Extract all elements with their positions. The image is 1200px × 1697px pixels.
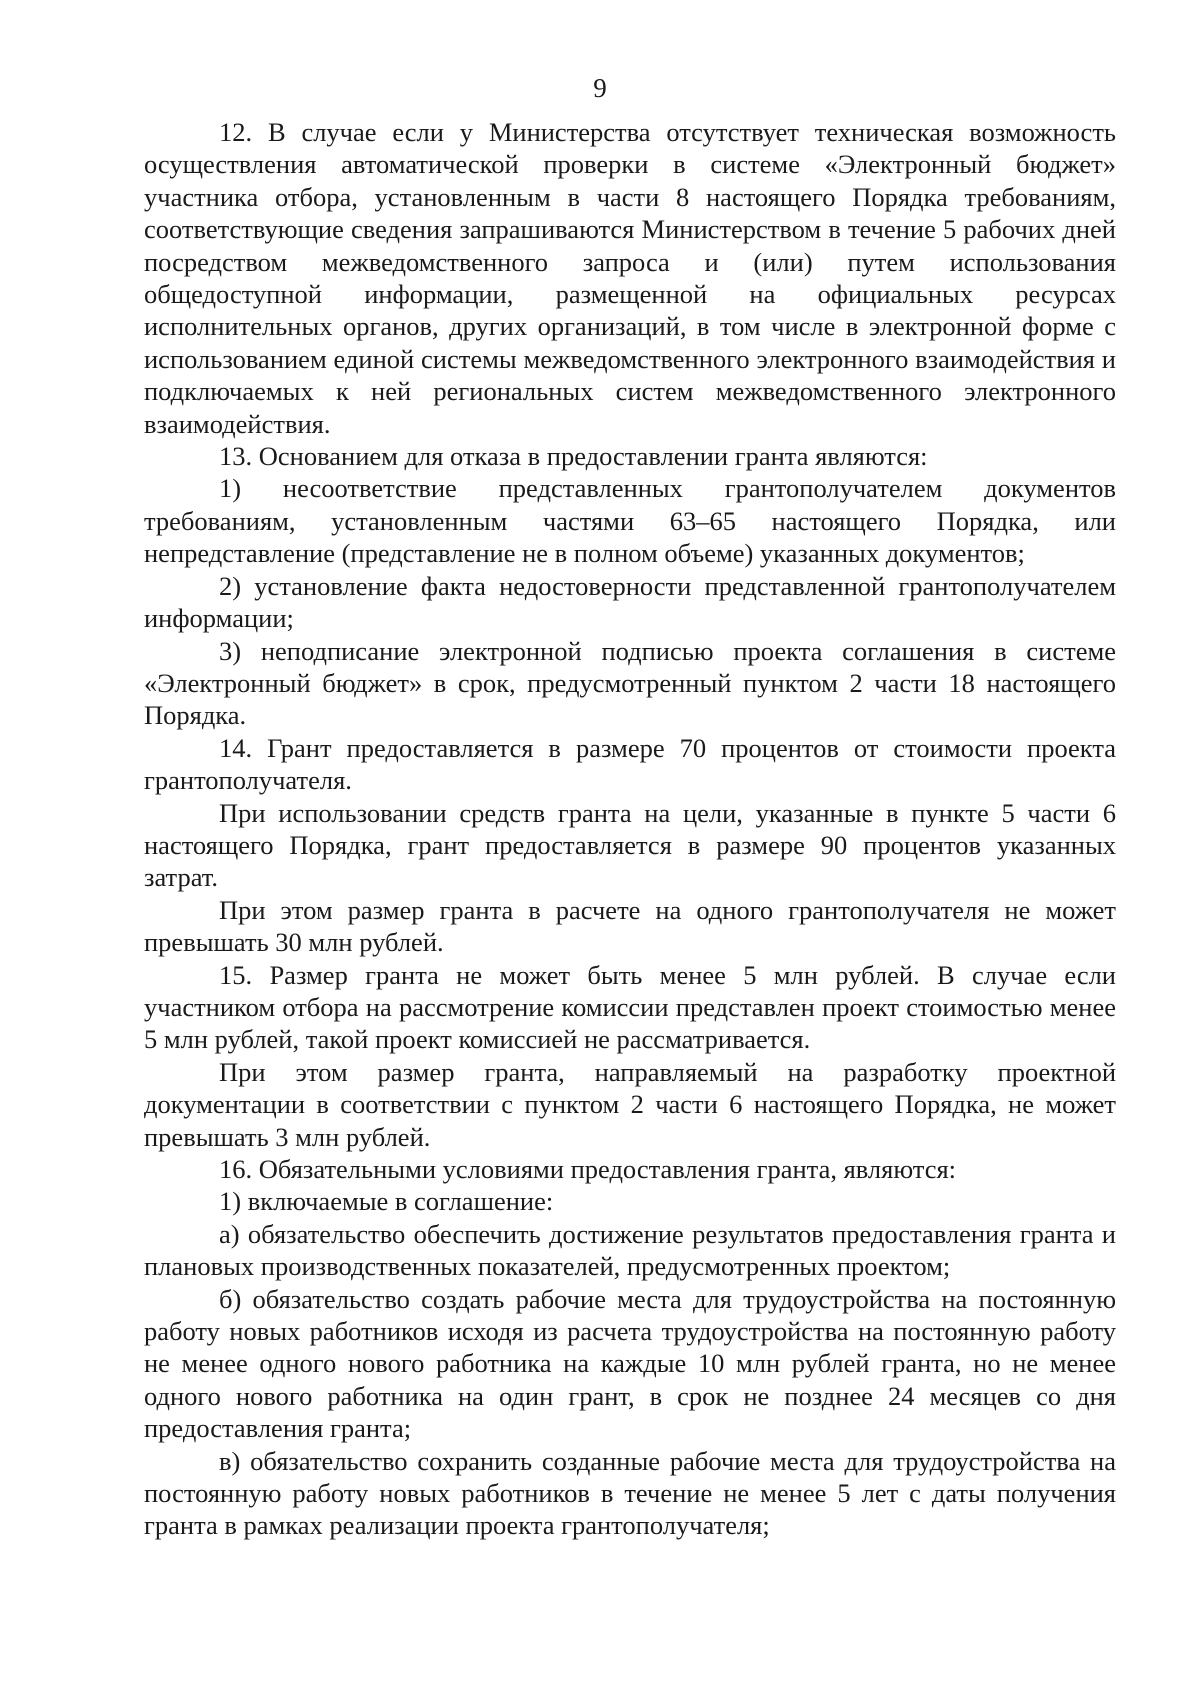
paragraph-16-item-1-v: в) обязательство сохранить созданные рабочие места для трудоустройства на постоянную работу новых работников в течение не менее 5 лет с даты получения гранта в рамках реализации проекта грантополучателя;	[144, 1445, 1116, 1541]
paragraph-16-item-1-b: б) обязательство создать рабочие места для трудоустройства на постоянную работу новых работников исходя из расчета трудоустройства на постоянную работу не менее одного нового работника на каждые 10 млн рублей гранта, но не менее одного нового работника на один грант, в срок не позднее 24 месяцев со дня предоставления гранта;	[144, 1283, 1116, 1444]
paragraph-15: 15. Размер гранта не может быть менее 5 млн рублей. В случае если участником отбора на рассмотрение комиссии представлен проект стоимостью менее 5 млн рублей, такой проект комиссией не рассматривается.	[144, 959, 1116, 1055]
paragraph-13-item-2: 2) установление факта недостоверности представленной грантополучателем информации;	[144, 570, 1116, 634]
page-number: 9	[593, 73, 607, 103]
paragraph-16: 16. Обязательными условиями предоставления гранта, являются:	[219, 1154, 957, 1184]
paragraph-16-item-1: 1) включаемые в соглашение:	[219, 1186, 554, 1217]
paragraph-13-item-1: 1) несоответствие представленных грантополучателем документов требованиям, установленным частями 63–65 настоящего Порядка, или непредставление (представление не в полном объеме) указанных документов;	[144, 473, 1116, 569]
paragraph-13-item-3: 3) неподписание электронной подписью проекта соглашения в системе «Электронный бюджет» в срок, предусмотренный пунктом 2 части 18 настоящего Порядка.	[144, 635, 1116, 731]
paragraph-13: 13. Основанием для отказа в предоставлении гранта являются:	[219, 441, 928, 472]
document-body	[144, 116, 1116, 1542]
paragraph-14-part-2: При использовании средств гранта на цели, указанные в пункте 5 части 6 настоящего Порядка, грант предоставляется в размере 90 процентов указанных затрат.	[144, 797, 1116, 893]
paragraph-15-part-2: При этом размер гранта, направляемый на разработку проектной документации в соответствии с пунктом 2 части 6 настоящего Порядка, не может превышать 3 млн рублей.	[144, 1056, 1116, 1152]
paragraph-14: 14. Грант предоставляется в размере 70 процентов от стоимости проекта грантополучателя.	[144, 732, 1116, 796]
paragraph-16-item-1-a: а) обязательство обеспечить достижение результатов предоставления гранта и плановых производственных показателей, предусмотренных проектом;	[144, 1218, 1116, 1282]
paragraph-14-part-3: При этом размер гранта в расчете на одного грантополучателя не может превышать 30 млн рублей.	[144, 894, 1116, 958]
paragraph-12: 12. В случае если у Министерства отсутствует техническая возможность осуществления автоматической проверки в системе «Электронный бюджет» участника отбора, установленным в части 8 настоящего Порядка требованиям, соответствующие сведения запрашиваются Министерством в течение 5 рабочих дней посредством межведомственного запроса и (или) путем использования общедоступной информации, размещенной на официальных ресурсах исполнительных органов, других организаций, в том числе в электронной форме с использованием единой системы межведомственного электронного взаимодействия и подключаемых к ней региональных систем межведомственного электронного взаимодействия.	[144, 117, 1116, 439]
